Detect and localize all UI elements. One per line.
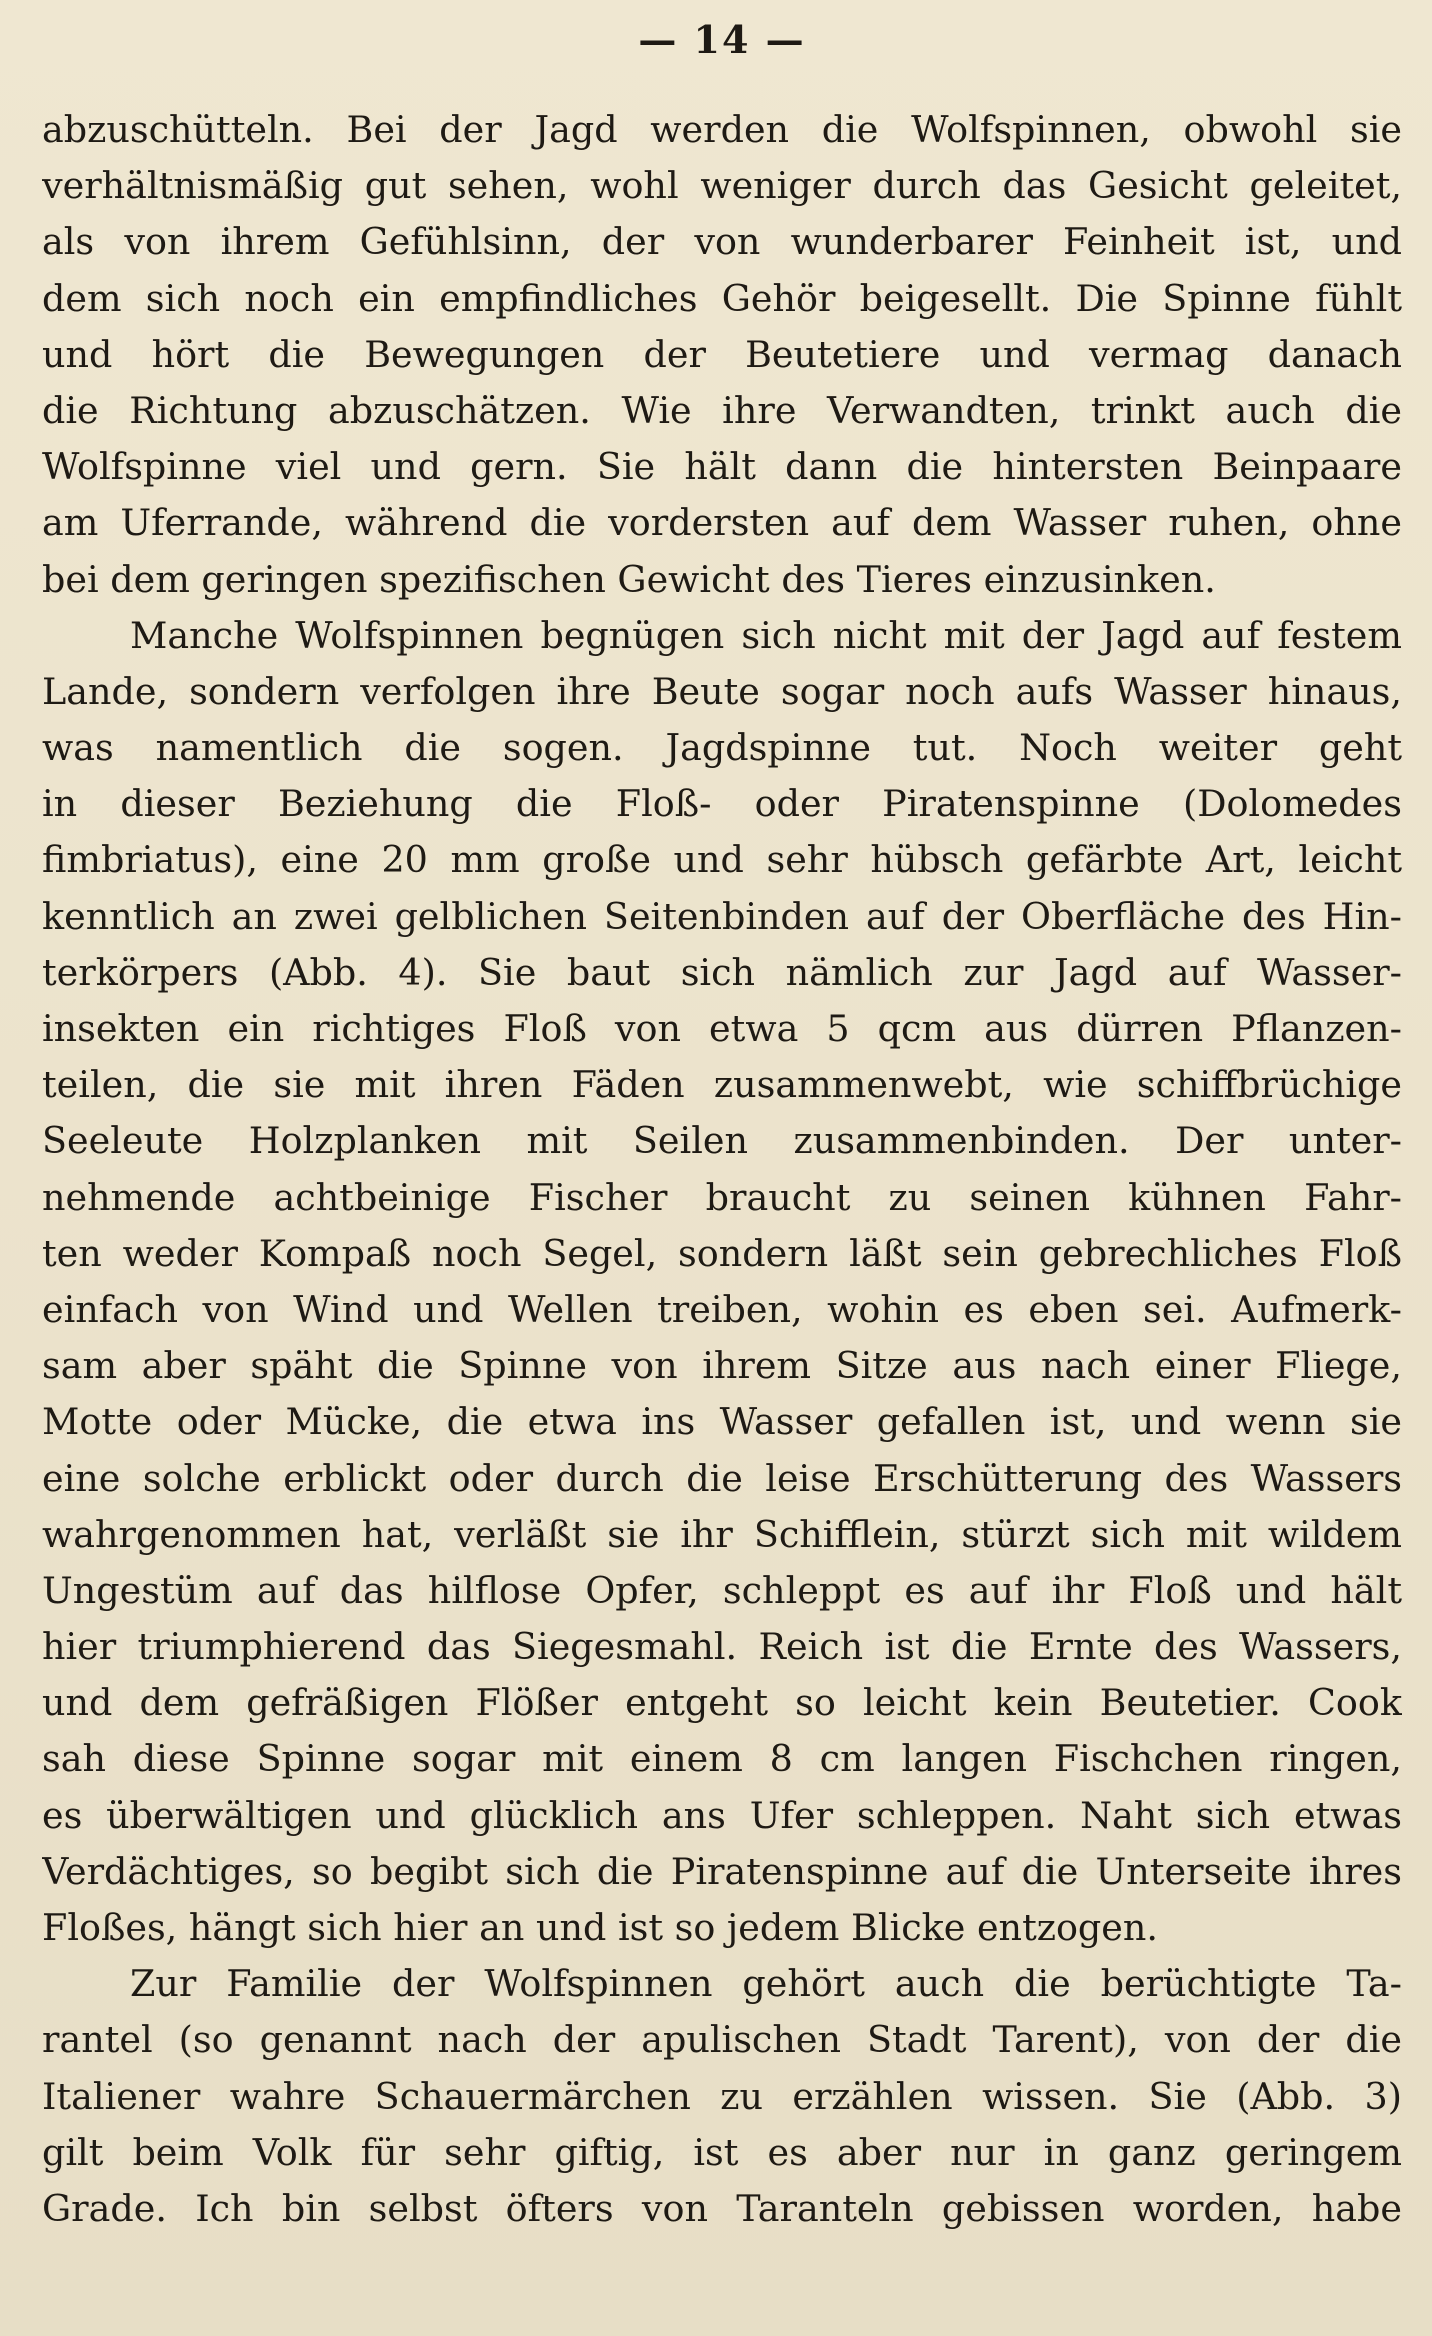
- text-line: Manche Wolfspinnen begnügen sich nicht mit der Jagd auf festem: [130, 613, 1402, 657]
- page-number: — 14 —: [638, 17, 806, 62]
- text-line: Zur Familie der Wolfspinnen gehört auch die berüchtigte Ta-: [130, 1962, 1402, 2006]
- text-line: es überwältigen und glücklich ans Ufer schleppen. Naht sich etwas: [42, 1793, 1402, 1837]
- text-line: terkörpers (Abb. 4). Sie baut sich nämlich zur Jagd auf Wasser-: [42, 950, 1402, 994]
- text-line: was namentlich die sogen. Jagdspinne tut. Noch weiter geht: [42, 726, 1402, 770]
- body-text: [42, 102, 1402, 2237]
- text-line: Ungestüm auf das hilflose Opfer, schleppt es auf ihr Floß und hält: [42, 1568, 1402, 1612]
- text-line: gilt beim Volk für sehr giftig, ist es aber nur in ganz geringem: [42, 2130, 1402, 2174]
- text-line: kenntlich an zwei gelblichen Seitenbinden auf der Oberfläche des Hin-: [42, 894, 1402, 938]
- text-line: eine solche erblickt oder durch die leise Erschütterung des Wassers: [42, 1456, 1402, 1500]
- text-line: bei dem geringen spezifischen Gewicht des Tieres einzusinken.: [42, 557, 1216, 601]
- text-line: abzuschütteln. Bei der Jagd werden die Wolfspinnen, obwohl sie: [42, 108, 1402, 151]
- text-line: insekten ein richtiges Floß von etwa 5 qcm aus dürren Pflanzen-: [42, 1007, 1402, 1050]
- text-line: und dem gefräßigen Flößer entgeht so leicht kein Beutetier. Cook: [42, 1681, 1402, 1725]
- text-line: teilen, die sie mit ihren Fäden zusammenwebt, wie schiffbrüchige: [42, 1063, 1402, 1107]
- text-line: dem sich noch ein empfindliches Gehör beigesellt. Die Spinne fühlt: [42, 276, 1402, 320]
- text-line: nehmende achtbeinige Fischer braucht zu seinen kühnen Fahr-: [42, 1175, 1402, 1219]
- text-line: Floßes, hängt sich hier an und ist so jedem Blicke entzogen.: [42, 1906, 1159, 1949]
- text-line: und hört die Bewegungen der Beutetiere und vermag danach: [42, 332, 1402, 376]
- text-line: Italiener wahre Schauermärchen zu erzählen wissen. Sie (Abb. 3): [42, 2074, 1402, 2118]
- text-line: Grade. Ich bin selbst öfters von Taranteln gebissen worden, habe: [42, 2186, 1402, 2230]
- text-line: als von ihrem Gefühlsinn, der von wunderbarer Feinheit ist, und: [42, 220, 1402, 264]
- text-line: in dieser Beziehung die Floß- oder Piratenspinne (Dolomedes: [42, 782, 1402, 826]
- text-line: Verdächtiges, so begibt sich die Piratenspinne auf die Unterseite ihres: [42, 1849, 1402, 1893]
- text-line: sam aber späht die Spinne von ihrem Sitze aus nach einer Fliege,: [42, 1344, 1402, 1388]
- text-line: hier triumphierend das Siegesmahl. Reich ist die Ernte des Wassers,: [42, 1625, 1402, 1669]
- text-line: rantel (so genannt nach der apulischen Stadt Tarent), von der die: [42, 2018, 1402, 2062]
- text-line: Motte oder Mücke, die etwa ins Wasser gefallen ist, und wenn sie: [42, 1400, 1402, 1444]
- text-line: Lande, sondern verfolgen ihre Beute sogar noch aufs Wasser hinaus,: [42, 669, 1402, 713]
- text-line: Wolfspinne viel und gern. Sie hält dann die hintersten Beinpaare: [42, 445, 1402, 489]
- text-line: fimbriatus), eine 20 mm große und sehr hübsch gefärbte Art, leicht: [42, 838, 1402, 882]
- text-line: am Uferrande, während die vordersten auf dem Wasser ruhen, ohne: [42, 501, 1402, 545]
- text-line: verhältnismäßig gut sehen, wohl weniger durch das Gesicht geleitet,: [42, 164, 1402, 208]
- text-line: einfach von Wind und Wellen treiben, wohin es eben sei. Aufmerk-: [42, 1287, 1402, 1331]
- text-line: ten weder Kompaß noch Segel, sondern läßt sein gebrechliches Floß: [42, 1231, 1402, 1275]
- text-line: sah diese Spinne sogar mit einem 8 cm langen Fischchen ringen,: [42, 1737, 1402, 1781]
- text-line: die Richtung abzuschätzen. Wie ihre Verwandten, trinkt auch die: [42, 388, 1402, 432]
- text-line: wahrgenommen hat, verläßt sie ihr Schifflein, stürzt sich mit wildem: [42, 1512, 1402, 1556]
- text-line: Seeleute Holzplanken mit Seilen zusammenbinden. Der unter-: [42, 1119, 1402, 1163]
